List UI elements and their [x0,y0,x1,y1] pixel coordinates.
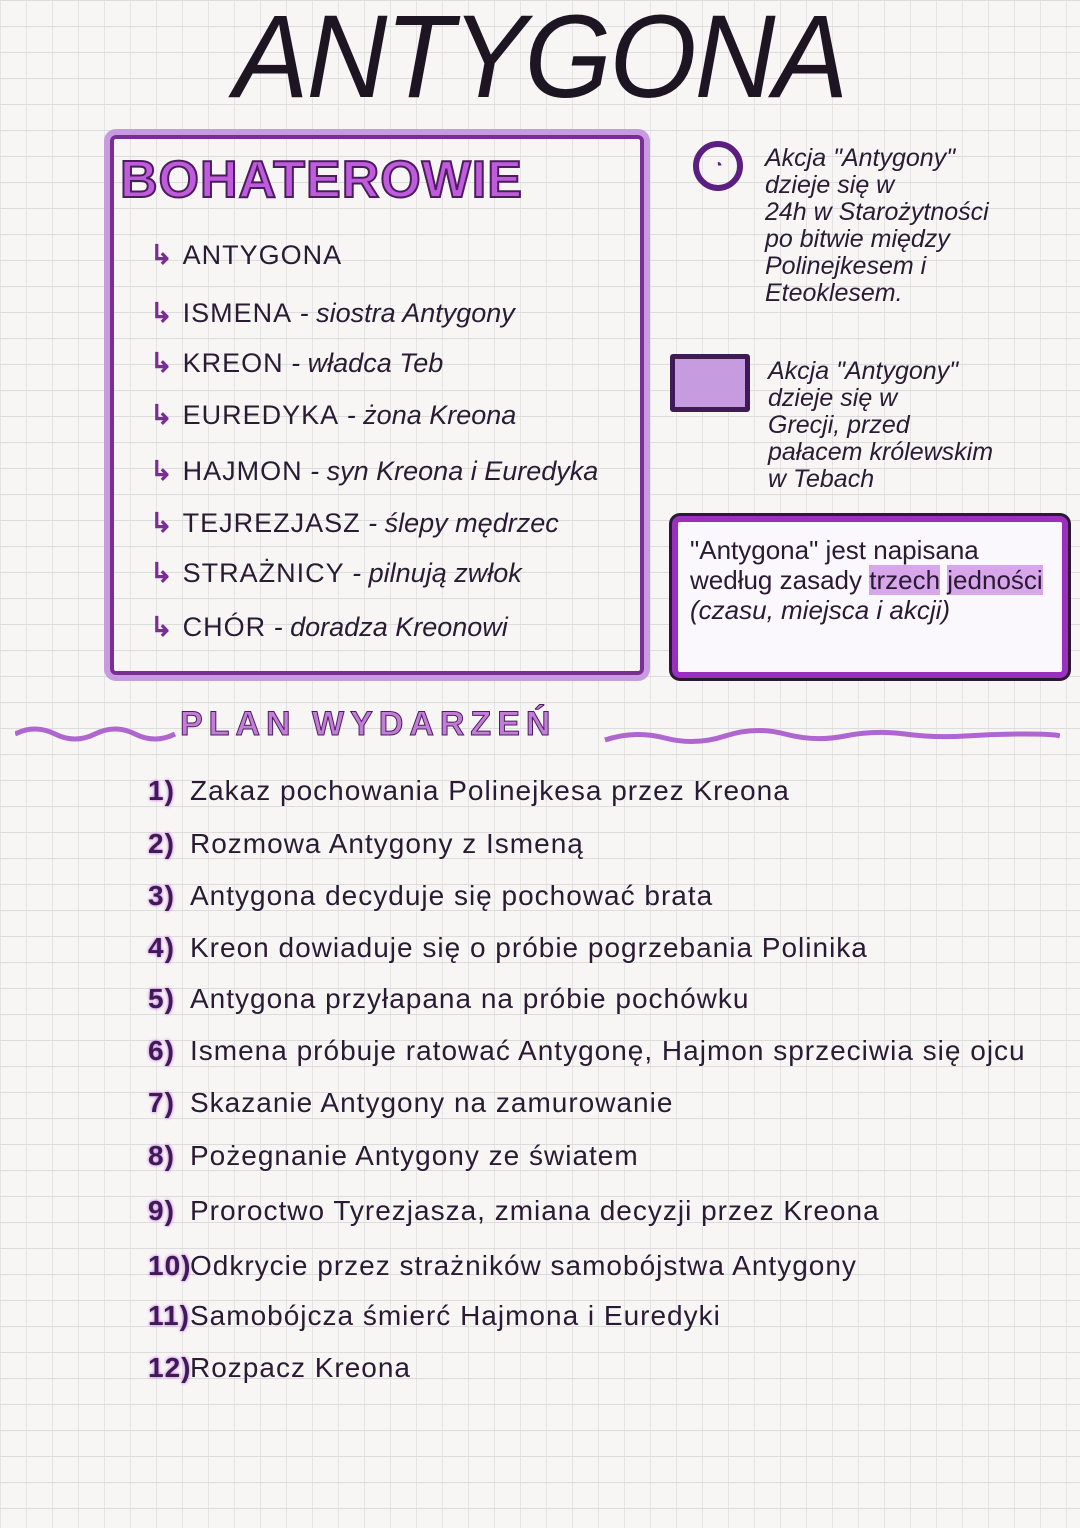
arrow-icon: ↳ [150,400,173,430]
character-desc: - żona Kreona [346,400,517,430]
arrow-icon: ↳ [150,240,173,270]
characters-heading: BOHATEROWIE [120,151,523,209]
event-text: Skazanie Antygony na zamurowanie [190,1087,674,1118]
character-desc: - władca Teb [291,348,444,378]
character-item [150,400,516,431]
event-item [148,1087,673,1119]
highlight-three: trzech [869,565,941,595]
arrow-icon: ↳ [150,558,173,588]
character-name: ANTYGONA [182,240,343,270]
character-desc: - doradza Kreonowi [273,612,508,642]
event-text: Odkrycie przez strażników samobójstwa Antygony [190,1250,857,1281]
event-item [148,983,749,1015]
character-name: TEJREZJASZ [182,508,361,538]
event-item [148,775,790,807]
character-name: HAJMON [182,456,303,486]
event-number: 1) [148,775,175,806]
event-number: 6) [148,1035,175,1066]
character-item [150,508,559,539]
character-item [150,240,342,271]
event-number: 12) [148,1352,192,1383]
event-text: Samobójcza śmierć Hajmona i Euredyki [190,1300,721,1331]
map-icon [670,354,750,412]
event-item [148,828,584,860]
character-name: EUREDYKA [182,400,340,430]
event-item [148,1035,1026,1067]
event-item [148,880,713,912]
event-item [148,1300,721,1332]
character-name: CHÓR [182,612,267,642]
character-name: STRAŻNICY [182,558,345,588]
event-item [148,1140,639,1172]
event-number: 5) [148,983,175,1014]
character-name: ISMENA [182,298,293,328]
event-number: 11) [148,1300,190,1331]
event-text: Zakaz pochowania Polinejkesa przez Kreona [190,775,790,806]
arrow-icon: ↳ [150,612,173,642]
arrow-icon: ↳ [150,348,173,378]
character-item [150,612,508,643]
arrow-icon: ↳ [150,456,173,486]
event-item [148,1352,411,1384]
highlight-unity: jedności [947,565,1043,595]
character-desc: - syn Kreona i Euredyka [310,456,599,486]
page-title: ANTYGONA [233,0,847,123]
event-number: 4) [148,932,175,963]
character-desc: - pilnują zwłok [352,558,522,588]
event-text: Pożegnanie Antygony ze światem [190,1140,639,1171]
event-number: 9) [148,1195,175,1226]
clock-icon: ◔ [693,141,743,191]
unity-note [690,535,1060,625]
character-desc: - siostra Antygony [299,298,515,328]
unity-detail: (czasu, miejsca i akcji) [690,595,951,625]
character-item [150,348,443,379]
character-desc: - ślepy mędrzec [368,508,559,538]
event-text: Ismena próbuje ratować Antygonę, Hajmon sprzeciwia się ojcu [190,1035,1026,1066]
unity-text: "Antygona" jest napisana według zasady [690,535,979,595]
event-item [148,1195,880,1227]
event-text: Proroctwo Tyrezjasza, zmiana decyzji przez Kreona [190,1195,880,1226]
event-item [148,1250,857,1282]
event-text: Rozmowa Antygony z Ismeną [190,828,584,859]
arrow-icon: ↳ [150,298,173,328]
event-number: 8) [148,1140,175,1171]
event-number: 10) [148,1250,192,1281]
event-item [148,932,868,964]
arrow-icon: ↳ [150,508,173,538]
event-text: Antygona decyduje się pochować brata [190,880,714,911]
event-number: 3) [148,880,175,911]
event-text: Antygona przyłapana na próbie pochówku [190,983,750,1014]
time-note: Akcja "Antygony" dzieje się w 24h w Starożytności po bitwie między Polinejkesem i Eteoklesem. [765,144,989,307]
plan-heading: PLAN WYDARZEŃ [180,705,557,743]
event-text: Rozpacz Kreona [190,1352,412,1383]
event-number: 7) [148,1087,175,1118]
character-item [150,456,598,487]
character-item [150,558,522,589]
event-text: Kreon dowiaduje się o próbie pogrzebania Polinika [190,932,868,963]
event-number: 2) [148,828,175,859]
place-note: Akcja "Antygony" dzieje się w Grecji, przed pałacem królewskim w Tebach [768,357,994,493]
character-name: KREON [182,348,284,378]
character-item [150,298,515,329]
